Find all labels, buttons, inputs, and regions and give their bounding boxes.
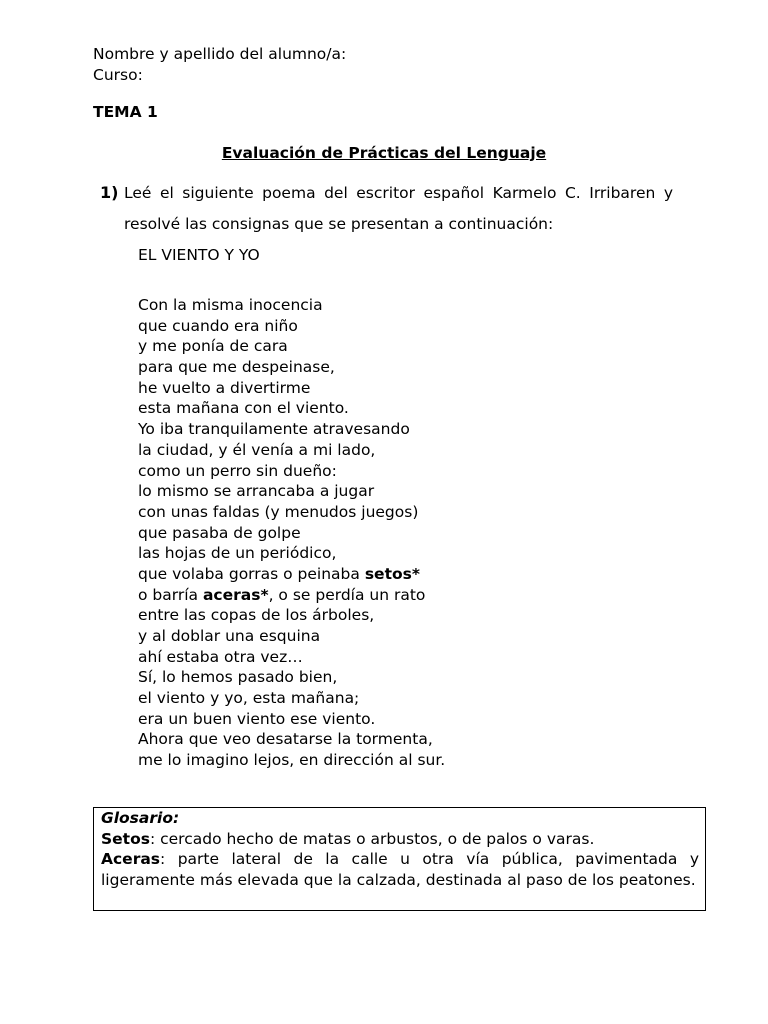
poem-line: esta mañana con el viento.: [138, 399, 349, 418]
glossary-term-setos: setos*: [364, 564, 420, 583]
poem-body: [138, 295, 445, 771]
question-instruction-line-2: resolvé las consignas que se presentan a continuación:: [124, 215, 554, 233]
glossary-definition: : cercado hecho de matas o arbustos, o de palos o varas.: [149, 829, 595, 848]
poem-line: que pasaba de golpe: [138, 523, 301, 542]
glossary-definition: : parte lateral de la calle u otra vía pública, pavimentada y ligeramente más elevada que la calzada, destinada al paso de los peatones.: [101, 850, 699, 889]
question-instruction-line-1: Leé el siguiente poema del escritor español Karmelo C. Irribaren y: [124, 184, 673, 202]
glossary-entry-aceras: [101, 849, 699, 890]
glossary-box: [93, 807, 706, 911]
poem-line-text: o barría: [138, 585, 203, 604]
poem-line: Yo iba tranquilamente atravesando: [138, 420, 410, 439]
poem-line: como un perro sin dueño:: [138, 461, 337, 480]
poem-line: y al doblar una esquina: [138, 627, 321, 645]
glossary-entry-setos: [101, 829, 699, 850]
poem-line: entre las copas de los árboles,: [138, 606, 375, 625]
poem-line: que cuando era niño: [138, 316, 298, 335]
poem-line: con unas faldas (y menudos juegos): [138, 502, 419, 521]
poem-line: lo mismo se arrancaba a jugar: [138, 482, 375, 501]
evaluation-title: Evaluación de Prácticas del Lenguaje: [221, 144, 547, 162]
poem-line: Ahora que veo desatarse la tormenta,: [138, 730, 433, 749]
poem-line-text: , o se perdía un rato: [268, 585, 426, 604]
poem-line: ahí estaba otra vez…: [138, 647, 303, 666]
poem-line: la ciudad, y él venía a mi lado,: [138, 440, 376, 459]
course-label: Curso:: [93, 66, 143, 84]
poem-line: he vuelto a divertirme: [138, 378, 311, 397]
poem-line: el viento y yo, esta mañana;: [138, 689, 360, 708]
poem-line: me lo imagino lejos, en dirección al sur.: [138, 751, 446, 770]
poem-line: Sí, lo hemos pasado bien,: [138, 668, 338, 687]
question-number: 1): [100, 183, 119, 202]
glossary-title: Glosario:: [101, 809, 180, 827]
name-label: Nombre y apellido del alumno/a:: [93, 45, 347, 63]
poem-line-text: que volaba gorras o peinaba: [138, 564, 365, 583]
poem-line-setos: [138, 564, 445, 585]
poem-line: era un buen viento ese viento.: [138, 709, 376, 728]
poem-line: Con la misma inocencia: [138, 296, 323, 314]
poem-line-aceras: [138, 585, 445, 606]
poem-line: las hojas de un periódico,: [138, 544, 337, 563]
glossary-term-aceras: aceras*: [202, 585, 269, 604]
poem-title: EL VIENTO Y YO: [138, 246, 260, 264]
topic-label: TEMA 1: [93, 103, 158, 121]
poem-line: para que me despeinase,: [138, 358, 335, 377]
poem-line: y me ponía de cara: [138, 337, 288, 356]
glossary-term: Setos: [101, 829, 150, 848]
glossary-term: Aceras: [101, 850, 161, 868]
